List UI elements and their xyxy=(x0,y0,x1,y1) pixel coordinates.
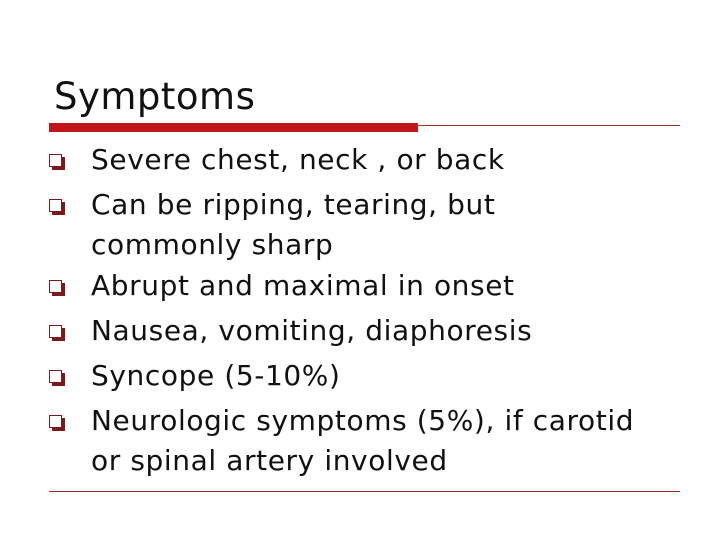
bullet-line: Can be ripping, tearing, but xyxy=(91,188,496,221)
bullet-line: commonly sharp xyxy=(91,228,334,261)
square-bullet-icon xyxy=(49,325,62,338)
square-bullet-icon xyxy=(49,415,62,428)
bullet-line: Severe chest, neck , or back xyxy=(91,143,505,176)
square-bullet-icon xyxy=(49,199,62,212)
bullet-text xyxy=(91,266,691,306)
bullet-text xyxy=(91,311,691,351)
footer-rule xyxy=(49,491,680,492)
bullet-line: Nausea, vomiting, diaphoresis xyxy=(91,314,533,347)
square-bullet-icon xyxy=(49,280,62,293)
bullet-text xyxy=(91,185,691,265)
slide-title: Symptoms xyxy=(54,75,256,118)
bullet-line: Neurologic symptoms (5%), if carotid xyxy=(91,404,635,437)
bullet-text xyxy=(91,401,691,481)
square-bullet-icon xyxy=(49,370,62,383)
bullet-line: or spinal artery involved xyxy=(91,444,448,477)
square-bullet-icon xyxy=(49,154,62,167)
bullet-line: Syncope (5-10%) xyxy=(91,359,341,392)
bullet-line: Abrupt and maximal in onset xyxy=(91,269,515,302)
bullet-text xyxy=(91,140,691,180)
bullet-text xyxy=(91,356,691,396)
